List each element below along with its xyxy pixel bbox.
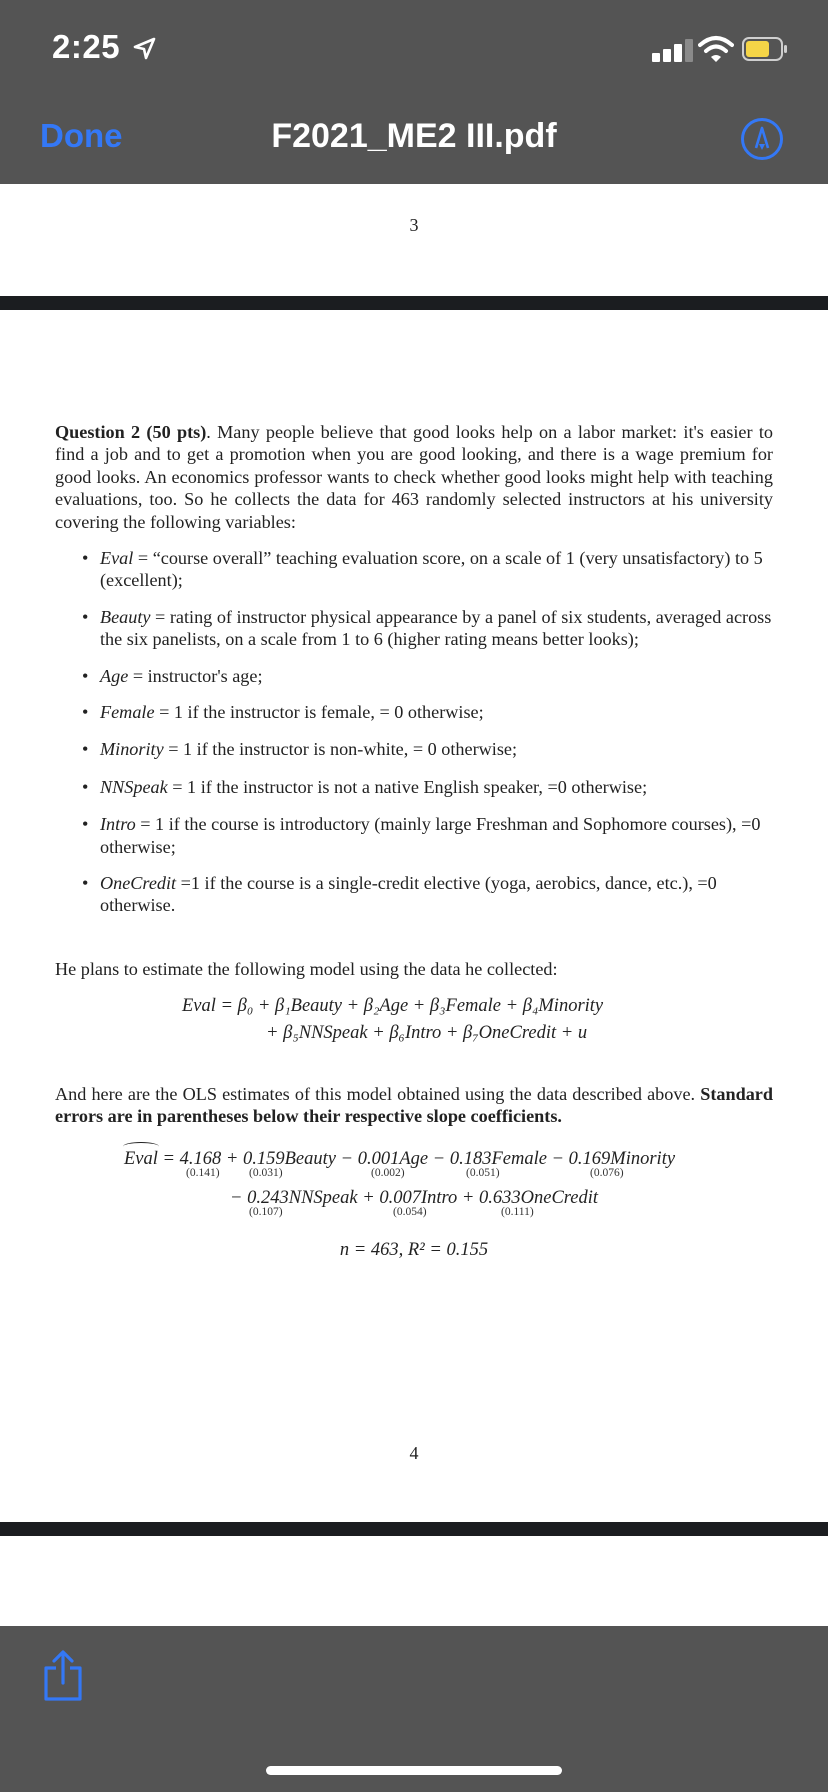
std-error: (0.054)	[393, 1206, 427, 1218]
model-intro: He plans to estimate the following model using the data he collected:	[55, 959, 558, 979]
question-paragraph	[55, 421, 773, 533]
done-button[interactable]: Done	[40, 117, 123, 154]
list-item: • Eval = “course overall” teaching evaluation score, on a scale of 1 (very unsatisfactory) to 5 (excellent);	[82, 548, 763, 591]
list-item: • NNSpeak = 1 if the instructor is not a native English speaker, =0 otherwise;	[82, 776, 648, 797]
wifi-icon	[698, 34, 734, 64]
eval-hat: Eval	[124, 1149, 158, 1169]
model-equation-line-2: + β₅NNSpeak + β₆Intro + β₇OneCredit + u	[266, 1023, 588, 1043]
signal-icon	[652, 38, 696, 62]
page-separator	[0, 1522, 828, 1536]
page-number: 4	[409, 1443, 419, 1463]
list-item: • Minority = 1 if the instructor is non-white, = 0 otherwise;	[82, 739, 518, 760]
top-bar	[0, 0, 828, 184]
std-error: (0.107)	[249, 1206, 283, 1218]
list-item: • Intro = 1 if the course is introductory (mainly large Freshman and Sophomore courses), =0 otherwise;	[82, 814, 761, 857]
list-item: • OneCredit =1 if the course is a single-credit elective (yoga, aerobics, dance, etc.), =0 otherwise.	[82, 873, 717, 916]
ols-bold-note: Standard errors are in parentheses below their respective slope coefficients.	[55, 1084, 773, 1127]
markup-icon[interactable]	[740, 117, 784, 161]
document-title: F2021_ME2 III.pdf	[271, 117, 557, 155]
std-error: (0.076)	[590, 1167, 624, 1179]
list-item: • Age = instructor's age;	[82, 665, 263, 686]
location-arrow-icon	[132, 36, 158, 62]
estimated-equation-line-2: − 0.243NNSpeak + 0.007Intro + 0.633OneCredit	[230, 1188, 599, 1208]
variable-list	[55, 547, 773, 917]
ols-paragraph: And here are the OLS estimates of this model obtained using the data described above. Standard errors are in parentheses below their respective slope coefficients.	[55, 1084, 773, 1127]
share-icon[interactable]	[42, 1650, 84, 1702]
page-number: 3	[409, 215, 419, 235]
std-error: (0.111)	[501, 1206, 534, 1218]
list-item: • Female = 1 if the instructor is female, = 0 otherwise;	[82, 702, 484, 723]
question-text: . Many people believe that good looks help on a labor market: it's easier to find a job and to get a promotion when you are good looking, and there is a wage premium for good looks. An economics professor wants to check whether good looks might help with teaching evaluations, too. So he collects the data for 463 randomly selected instructors at his university covering the following variables:	[55, 422, 773, 532]
std-error: (0.141)	[186, 1167, 220, 1179]
status-time: 2:25	[52, 28, 121, 65]
std-error: (0.051)	[466, 1167, 500, 1179]
home-indicator[interactable]	[266, 1766, 562, 1775]
model-equation-line-1: Eval = β₀ + β₁Beauty + β₂Age + β₃Female + β₄Minority	[182, 996, 604, 1016]
estimated-equation-line-1: Eval = 4.168 + 0.159Beauty − 0.001Age − 0.183Female − 0.169Minority	[124, 1149, 676, 1169]
std-error: (0.031)	[249, 1167, 283, 1179]
battery-icon	[742, 37, 788, 61]
std-error: (0.002)	[371, 1167, 405, 1179]
question-title: Question 2 (50 pts)	[55, 422, 207, 442]
page-separator	[0, 296, 828, 310]
list-item: • Beauty = rating of instructor physical appearance by a panel of six students, averaged across the six panelists, on a scale from 1 to 6 (higher rating means better looks);	[82, 606, 772, 650]
fit-statistics: n = 463, R² = 0.155	[339, 1240, 489, 1260]
